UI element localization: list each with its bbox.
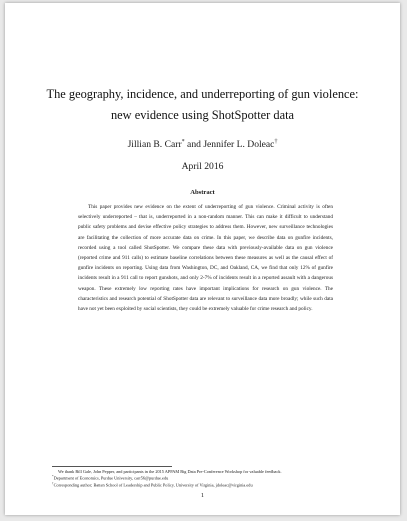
footnote-rule [52,466,172,467]
abstract-body: This paper provides new evidence on the extent of underreporting of gun violence. Criminal activity is often selectively underreported – that is, underreported in a non-random manner. This can make it difficult to understand public safety problems and devise effective policy strategies to address them. However, new surveillance technologies are facilitating the collection of more accurate data on crime. In this paper, we describe data on gunfire incidents, recorded using a tool called ShotSpotter. We compare these data with previously-available data on gun violence (reported crime and 911 calls) to estimate baseline correlations between these measures as well as the causal effect of gunfire incidents on reporting. Using data from Washington, DC, and Oakland, CA, we find that only 12% of gunfire incidents result in a 911 call to report gunshots, and only 2-7% of incidents result in a reported assault with a dangerous weapon. These extremely low reporting rates have important implications for research on gun violence. The characteristics and research potential of ShotSpotter data are relevant to surveillance data more broadly; while such data have not yet been exploited by social scientists, they could be extremely valuable for crime research and policy. [78,204,333,313]
paper-page [5,3,400,515]
footnote-1 [52,474,357,481]
author-1: Jillian B. Carr [127,139,182,151]
paper-date: April 2016 [181,161,224,172]
footnote-thanks: We thank Bill Gale, John Pepper, and participants in the 2015 APPAM Big Data Pre-Conference Workshop for valuable feedback. [58,469,282,474]
footnote-2-mark: † [52,480,54,485]
paper-title-line-1: The geography, incidence, and underreporting of gun violence: [46,87,359,101]
page-number: 1 [200,492,205,499]
author-1-footnote-mark: * [181,139,185,145]
footnotes [52,469,357,487]
footnote-1-mark: * [52,474,54,479]
authors [5,139,400,150]
author-2-footnote-mark: † [274,139,278,145]
paper-title-line-2: new evidence using ShotSpotter data [110,108,295,122]
footnote-2-text: Corresponding author; Batten School of Leadership and Public Policy, University of Virginia, jdoleac@virginia.edu [53,482,253,488]
author-conjunction: and [184,139,204,151]
footnote-1-text: Department of Economics, Purdue University, carr56@purdue.edu [53,475,169,481]
abstract-heading: Abstract [190,189,215,196]
author-2: Jennifer L. Doleac [203,139,275,151]
footnote-2 [52,481,357,488]
